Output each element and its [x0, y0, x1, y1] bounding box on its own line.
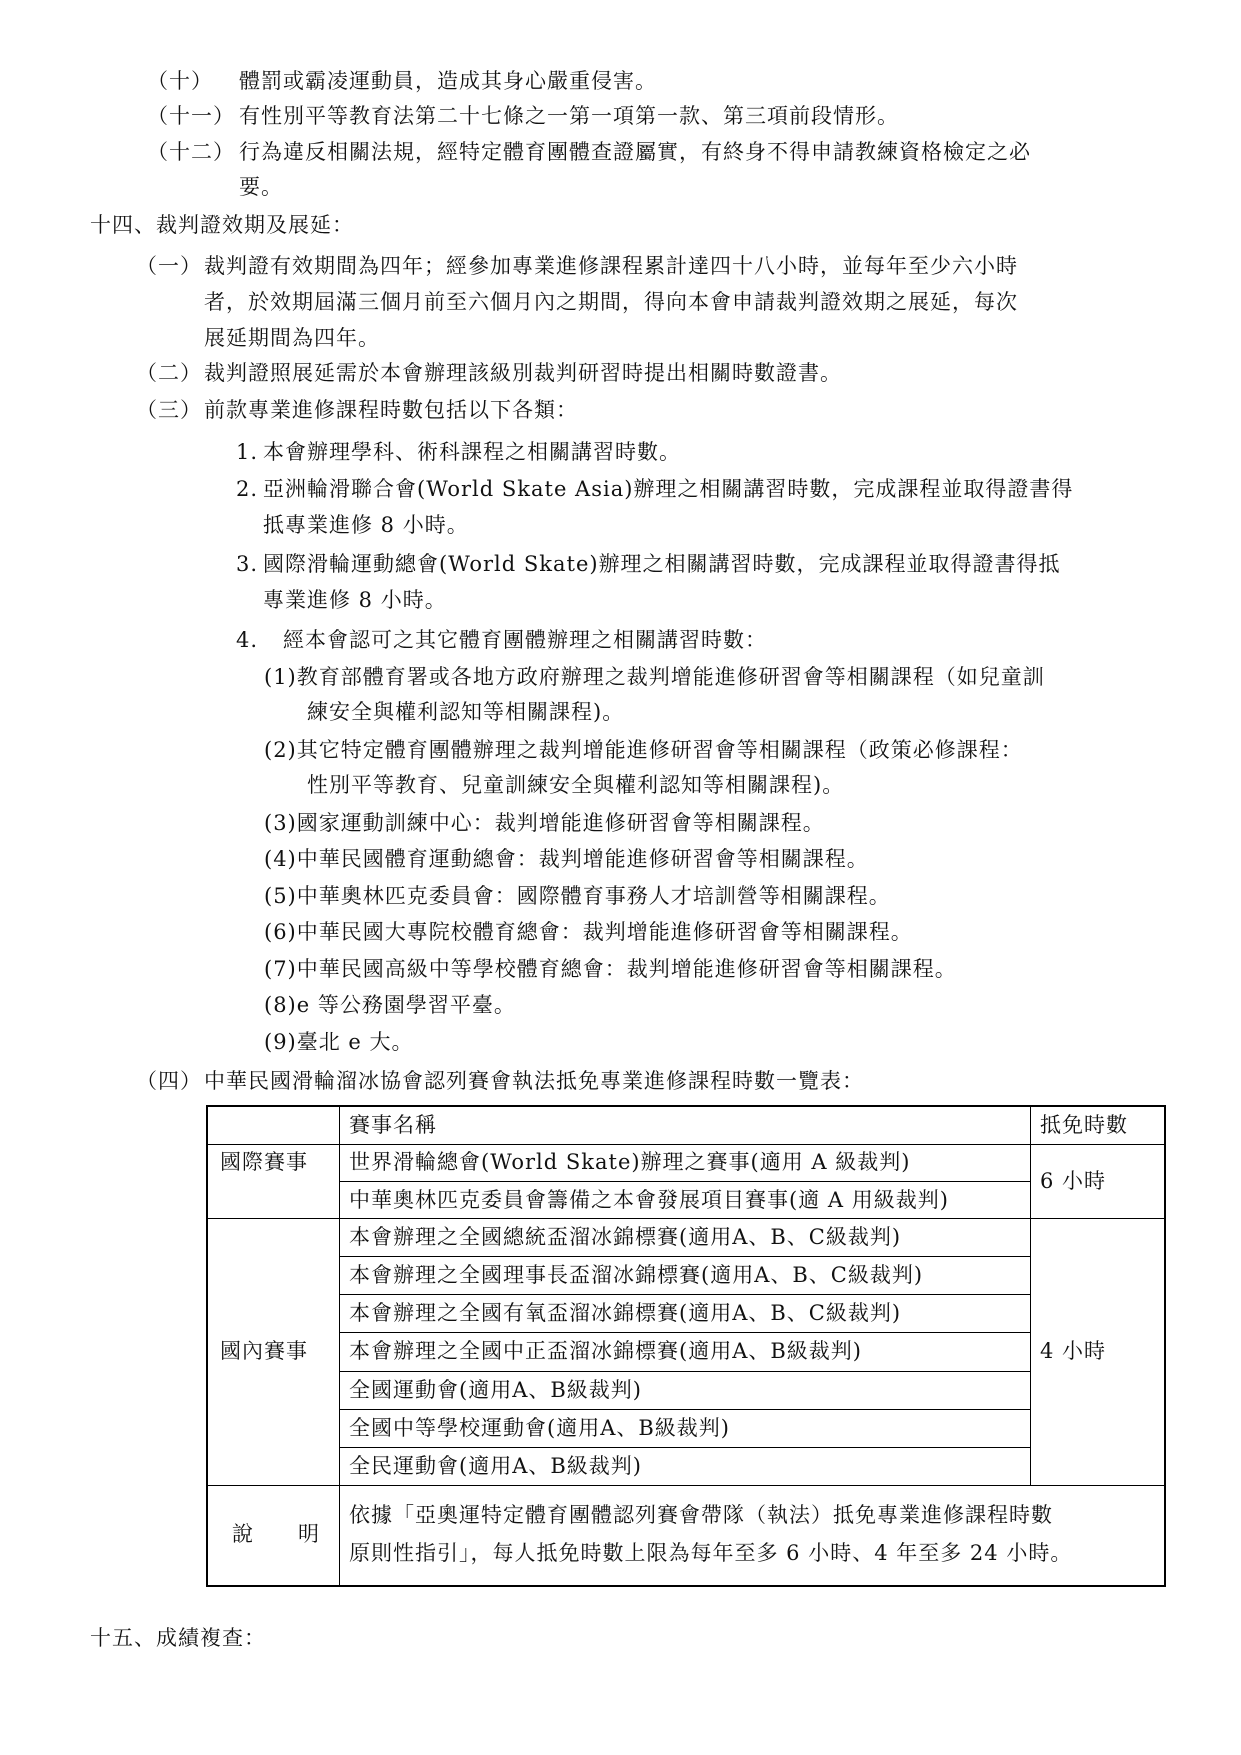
subitem-4-number: 4.: [236, 628, 259, 652]
header-event-name: 賽事名稱: [349, 1113, 437, 1137]
item-14-4-number: （四）: [136, 1069, 202, 1093]
list-text: 體罰或霸凌運動員，造成其身心嚴重侵害。: [239, 69, 657, 93]
subitem-3-number: 3.: [236, 552, 259, 576]
subitem-2-line: 亞洲輪滑聯合會(World Skate Asia)辦理之相關講習時數，完成課程並取得證書得: [263, 477, 1074, 501]
subsub-item-8: (8)e 等公務園學習平臺。: [264, 993, 516, 1017]
section-14-heading: 十四、裁判證效期及展延：: [90, 213, 354, 237]
item-14-1-line: 展延期間為四年。: [204, 326, 380, 350]
subsub-item-1-cont: 練安全與權利認知等相關課程)。: [307, 700, 625, 724]
list-item-10: [147, 66, 657, 96]
table-row: 本會辦理之全國理事長盃溜冰錦標賽(適用A、B、C級裁判): [349, 1263, 924, 1287]
table-row: 全民運動會(適用A、B級裁判): [349, 1454, 642, 1478]
subitem-2-line: 抵專業進修 8 小時。: [263, 513, 469, 537]
note-line: 依據「亞奧運特定體育團體認列賽會帶隊（執法）抵免專業進修課程時數: [349, 1503, 1053, 1527]
list-item-12: [147, 137, 1031, 167]
subitem-4-line: 經本會認可之其它體育團體辦理之相關講習時數：: [283, 628, 767, 652]
offset-hours-table: [206, 1105, 1166, 1587]
subsub-item-6: (6)中華民國大專院校體育總會：裁判增能進修研習會等相關課程。: [264, 920, 913, 944]
item-14-1-line: 者，於效期屆滿三個月前至六個月內之期間，得向本會申請裁判證效期之展延，每次: [204, 290, 1018, 314]
item-14-2-line: 裁判證照展延需於本會辦理該級別裁判研習時提出相關時數證書。: [204, 361, 842, 385]
list-number: （十一）: [147, 104, 235, 128]
list-number: （十二）: [147, 140, 235, 164]
list-text: 行為違反相關法規，經特定體育團體查證屬實，有終身不得申請教練資格檢定之必: [239, 140, 1031, 164]
subsub-item-5: (5)中華奧林匹克委員會：國際體育事務人才培訓營等相關課程。: [264, 884, 891, 908]
list-item-11: [147, 101, 899, 131]
category-international: 國際賽事: [220, 1150, 308, 1174]
subitem-1-number: 1.: [236, 440, 259, 464]
note-label: 說 明: [232, 1522, 320, 1546]
note-line: 原則性指引」，每人抵免時數上限為每年至多 6 小時、4 年至多 24 小時。: [349, 1541, 1073, 1565]
subitem-3-line: 國際滑輪運動總會(World Skate)辦理之相關講習時數，完成課程並取得證書得抵: [263, 552, 1061, 576]
table-row: 世界滑輪總會(World Skate)辦理之賽事(適用 A 級裁判): [349, 1150, 911, 1174]
item-14-1-line: 裁判證有效期間為四年；經參加專業進修課程累計達四十八小時，並每年至少六小時: [204, 254, 1018, 278]
table-row: 本會辦理之全國有氧盃溜冰錦標賽(適用A、B、C級裁判): [349, 1301, 902, 1325]
table-row: 全國運動會(適用A、B級裁判): [349, 1378, 642, 1402]
table-row: 本會辦理之全國總統盃溜冰錦標賽(適用A、B、C級裁判): [349, 1225, 902, 1249]
subitem-3-line: 專業進修 8 小時。: [263, 588, 447, 612]
table-row: 全國中等學校運動會(適用A、B級裁判): [349, 1416, 730, 1440]
table-row: 本會辦理之全國中正盃溜冰錦標賽(適用A、B級裁判): [349, 1339, 862, 1363]
subsub-item-2-cont: 性別平等教育、兒童訓練安全與權利認知等相關課程)。: [307, 773, 845, 797]
subitem-1-line: 本會辦理學科、術科課程之相關講習時數。: [263, 440, 681, 464]
subsub-item-1: (1)教育部體育署或各地方政府辦理之裁判增能進修研習會等相關課程（如兒童訓: [264, 665, 1045, 689]
list-text: 有性別平等教育法第二十七條之一第一項第一款、第三項前段情形。: [239, 104, 899, 128]
hours-international: 6 小時: [1040, 1169, 1107, 1193]
item-14-3-line: 前款專業進修課程時數包括以下各類：: [204, 398, 578, 422]
subsub-item-2: (2)其它特定體育團體辦理之裁判增能進修研習會等相關課程（政策必修課程：: [264, 738, 1023, 762]
item-14-2-number: （二）: [136, 361, 202, 385]
list-text-continuation: 要。: [239, 175, 283, 199]
category-domestic: 國內賽事: [220, 1339, 308, 1363]
section-15-heading: 十五、成績複查：: [90, 1626, 266, 1650]
item-14-1-number: （一）: [136, 254, 202, 278]
header-offset-hours: 抵免時數: [1040, 1113, 1128, 1137]
list-number: （十）: [147, 69, 213, 93]
subsub-item-7: (7)中華民國高級中等學校體育總會：裁判增能進修研習會等相關課程。: [264, 957, 957, 981]
subitem-2-number: 2.: [236, 477, 259, 501]
subsub-item-9: (9)臺北 e 大。: [264, 1030, 414, 1054]
table-row: 中華奧林匹克委員會籌備之本會發展項目賽事(適 A 用級裁判): [349, 1188, 949, 1212]
item-14-4-line: 中華民國滑輪溜冰協會認列賽會執法抵免專業進修課程時數一覽表：: [204, 1069, 864, 1093]
item-14-3-number: （三）: [136, 398, 202, 422]
subsub-item-4: (4)中華民國體育運動總會：裁判增能進修研習會等相關課程。: [264, 847, 869, 871]
subsub-item-3: (3)國家運動訓練中心：裁判增能進修研習會等相關課程。: [264, 811, 825, 835]
hours-domestic: 4 小時: [1040, 1339, 1107, 1363]
